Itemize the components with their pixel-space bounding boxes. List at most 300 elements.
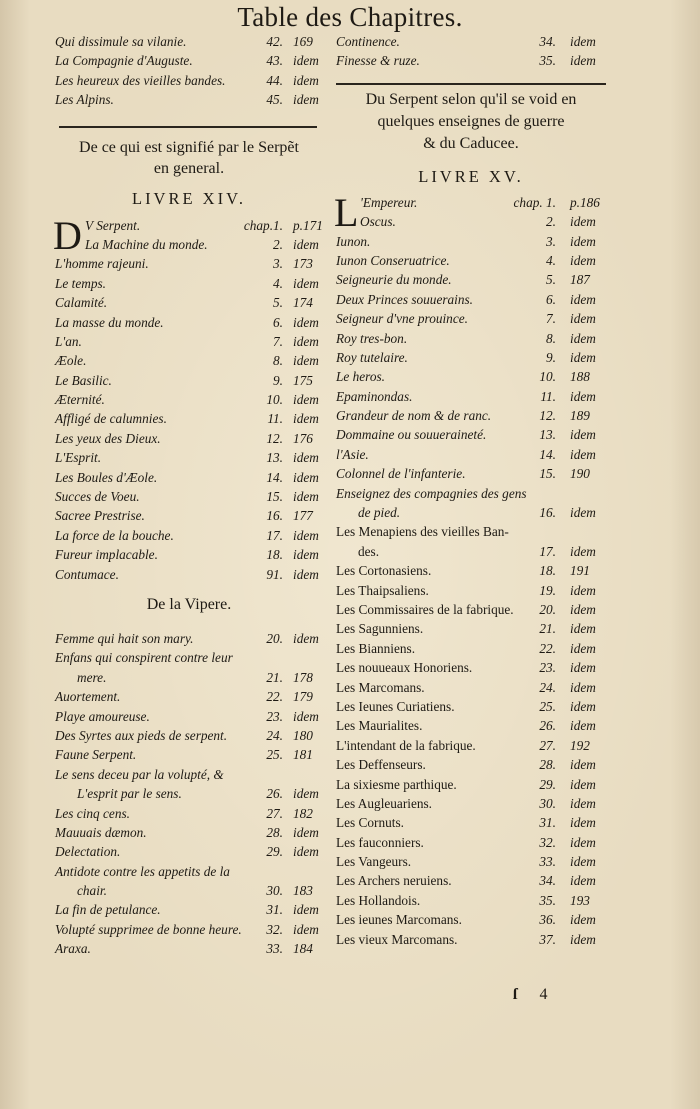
chapter-number: 7. [546, 311, 556, 327]
toc-entry [55, 668, 323, 687]
toc-entry [336, 891, 606, 910]
page-ref: idem [570, 718, 596, 734]
chapter-number: 13. [266, 450, 283, 466]
page-ref: 173 [293, 256, 313, 272]
entry-title: Les Vangeurs. [336, 854, 412, 870]
toc-entry [55, 823, 323, 842]
vipere-heading: De la Vipere. [146, 595, 232, 613]
chapter-number: 28. [266, 824, 283, 840]
chapter-number: 10. [539, 369, 556, 385]
page-ref: idem [293, 708, 319, 724]
section-heading-line3: & du Caducee. [423, 134, 519, 152]
entry-title: Oscus. [360, 214, 396, 230]
page-ref: idem [293, 844, 319, 860]
entry-title: Epaminondas. [336, 388, 413, 404]
toc-entry [336, 329, 606, 348]
chapter-number: 11. [540, 388, 556, 404]
entry-title: chair. [77, 883, 107, 899]
entry-title: Æole. [55, 353, 87, 369]
toc-entry [55, 448, 323, 467]
chapter-number: 28. [539, 757, 556, 773]
page-ref: idem [570, 698, 596, 714]
page-ref: idem [293, 824, 319, 840]
chapter-number: 6. [273, 314, 283, 330]
page-ref: idem [293, 469, 319, 485]
chapter-number: 8. [273, 353, 283, 369]
chapter-number: 16. [266, 508, 283, 524]
toc-entry [55, 351, 323, 370]
toc-entry [336, 678, 606, 697]
page-ref: idem [570, 601, 596, 617]
chapter-number: 6. [546, 291, 556, 307]
entry-title: Les heureux des vieilles bandes. [55, 72, 226, 88]
chapter-number: 42. [266, 34, 283, 49]
chapter-number: 45. [266, 92, 283, 108]
toc-entry [336, 871, 606, 890]
chapter-number: 34. [539, 873, 556, 889]
toc-entry [55, 293, 323, 312]
page-ref: idem [570, 427, 596, 443]
page-ref: 179 [293, 689, 313, 705]
page-ref: idem [570, 834, 596, 850]
chapter-number: 29. [539, 776, 556, 792]
chapter-number: 12. [266, 430, 283, 446]
chapter-number: 24. [539, 679, 556, 695]
toc-entry [336, 697, 606, 716]
toc-entry [55, 765, 323, 784]
toc-entry [336, 852, 606, 871]
entry-title: L'Esprit. [55, 450, 102, 466]
toc-entry [336, 736, 606, 755]
page-ref: idem [570, 233, 596, 249]
toc-entry [336, 716, 606, 735]
entry-title: Auortement. [55, 689, 121, 705]
entry-title: Succes de Voeu. [55, 489, 140, 505]
chapter-number: 22. [539, 640, 556, 656]
toc-entry [55, 71, 323, 90]
left-entries [53, 212, 323, 584]
page-ref: idem [293, 489, 319, 505]
entry-title: des. [358, 543, 380, 559]
page-ref: 188 [570, 369, 590, 385]
page-ref: idem [293, 566, 319, 582]
chapter-number: 27. [539, 737, 556, 753]
toc-entry [336, 309, 606, 328]
entry-title: 'Empereur. [360, 194, 418, 210]
toc-entry [55, 545, 323, 564]
entry-title: Araxa. [55, 941, 91, 957]
entry-title: Fureur implacable. [55, 547, 158, 563]
toc-entry [55, 939, 323, 958]
page-ref: 184 [293, 941, 313, 957]
entry-title: Æternité. [55, 392, 105, 408]
section-heading: Du Serpent selon qu'il se void en [365, 90, 577, 108]
entry-title: Seigneurie du monde. [336, 272, 452, 288]
page-ref: idem [293, 921, 319, 937]
page-ref: 181 [293, 747, 313, 763]
toc-entry [336, 445, 606, 464]
page-ref: idem [570, 582, 596, 598]
page-ref: idem [293, 786, 319, 802]
toc-entry [55, 862, 323, 881]
page-ref: idem [293, 314, 319, 330]
chapter-number: 19. [539, 582, 556, 598]
toc-entry [336, 833, 606, 852]
entry-title: Mauuais dæmon. [55, 824, 147, 840]
entry-title: Dommaine ou souueraineté. [336, 427, 487, 443]
toc-entry [55, 313, 323, 332]
entry-title: Les Archers neruiens. [336, 873, 452, 889]
toc-entry [336, 522, 606, 541]
chapter-number: 14. [266, 469, 283, 485]
toc-entry [336, 212, 606, 231]
toc-entry [336, 561, 606, 580]
toc-entry [55, 274, 323, 293]
chapter-number: 21. [539, 621, 556, 637]
page-ref: 174 [293, 295, 313, 311]
toc-entry [55, 629, 323, 648]
page-ref: idem [293, 411, 319, 427]
entry-title: Les fauconniers. [336, 834, 424, 850]
toc-entry [55, 254, 323, 273]
page-ref: idem [293, 333, 319, 349]
entry-title: Seigneur d'vne prouince. [336, 311, 468, 327]
chapter-number: 37. [539, 931, 556, 947]
page-ref: idem [293, 547, 319, 563]
page-ref: p.186 [570, 194, 600, 210]
page-ref: idem [293, 236, 319, 252]
entry-title: Les ieunes Marcomans. [336, 912, 462, 928]
chapter-number: 8. [546, 330, 556, 346]
toc-entry [336, 813, 606, 832]
chapter-number: 9. [546, 349, 556, 365]
toc-entry [336, 503, 606, 522]
signature-mark: ſ [513, 986, 518, 1003]
chapter-number: 5. [273, 295, 283, 311]
livre-heading: LIVRE XV. [418, 166, 524, 186]
chapter-number: 22. [266, 689, 283, 705]
chapter-number: 33. [539, 854, 556, 870]
chapter-number: chap. 1. [513, 194, 556, 210]
entry-title: Roy tutelaire. [336, 349, 408, 365]
toc-entry [55, 487, 323, 506]
chapter-number: 43. [266, 53, 283, 69]
page-ref: 192 [570, 737, 590, 753]
page-ref: idem [293, 72, 319, 88]
chapter-number: 3. [546, 233, 556, 249]
entry-title: Faune Serpent. [55, 747, 137, 763]
page-ref: 187 [570, 272, 590, 288]
chapter-number: 11. [267, 411, 283, 427]
toc-entry [55, 390, 323, 409]
page-ref: idem [570, 388, 596, 404]
entry-title: Enfans qui conspirent contre leur [55, 650, 233, 666]
toc-entry [336, 51, 606, 70]
chapter-number: 33. [266, 941, 283, 957]
toc-entry [55, 235, 323, 254]
toc-entry [55, 468, 323, 487]
chapter-number: 20. [266, 630, 283, 646]
page-ref: idem [293, 527, 319, 543]
chapter-number: 4. [546, 252, 556, 268]
entry-title: Le sens deceu par la volupté, & [55, 766, 224, 782]
toc-entry [336, 639, 606, 658]
entry-title: Affligé de calumnies. [55, 411, 167, 427]
entry-title: Enseignez des compagnies des gens [336, 485, 527, 501]
chapter-number: 3. [273, 256, 283, 272]
page-ref: idem [570, 931, 596, 947]
entry-title: L'intendant de la fabrique. [336, 737, 476, 753]
entry-title: Les Augleuariens. [336, 795, 433, 811]
entry-title: Antidote contre les appetits de la [55, 863, 230, 879]
entry-title: Roy tres-bon. [336, 330, 408, 346]
chapter-number: 30. [266, 883, 283, 899]
page-ref: idem [570, 311, 596, 327]
toc-entry [55, 881, 323, 900]
toc-entry [336, 348, 606, 367]
entry-title: Le temps. [55, 275, 106, 291]
chapter-number: 7. [273, 333, 283, 349]
page-ref: idem [570, 252, 596, 268]
toc-entry [55, 409, 323, 428]
page-ref: 191 [570, 563, 590, 579]
entry-title: Les Menapiens des vieilles Ban- [336, 524, 509, 540]
entry-title: Les Cortonasiens. [336, 563, 432, 579]
chapter-number: chap.1. [243, 217, 283, 233]
page-ref: 169 [293, 34, 313, 49]
toc-entry [55, 842, 323, 861]
toc-entry [336, 290, 606, 309]
chapter-number: 29. [266, 844, 283, 860]
chapter-number: 25. [266, 747, 283, 763]
chapter-number: 10. [266, 392, 283, 408]
toc-entry [336, 387, 606, 406]
page-ref: idem [570, 660, 596, 676]
page-ref: idem [293, 53, 319, 69]
entry-title: Les Cornuts. [336, 815, 404, 831]
page-ref: 182 [293, 805, 313, 821]
entry-title: La Machine du monde. [85, 236, 208, 252]
entry-title: Iunon Conseruatrice. [336, 252, 450, 268]
chapter-number: 17. [539, 543, 556, 559]
chapter-number: 32. [266, 921, 283, 937]
page-ref: idem [570, 854, 596, 870]
entry-title: de pied. [358, 505, 401, 521]
entry-title: Continence. [336, 34, 400, 49]
entry-title: Les Sagunniens. [336, 621, 424, 637]
chapter-number: 30. [539, 795, 556, 811]
toc-entry [336, 193, 606, 212]
entry-title: La force de la bouche. [55, 527, 174, 543]
page-ref: 176 [293, 430, 313, 446]
chapter-number: 15. [539, 466, 556, 482]
entry-title: Grandeur de nom & de ranc. [336, 408, 492, 424]
right-column [336, 32, 606, 949]
chapter-number: 14. [539, 446, 556, 462]
chapter-number: 27. [266, 805, 283, 821]
toc-entry [55, 429, 323, 448]
page-ref: idem [570, 873, 596, 889]
chapter-number: 2. [273, 236, 283, 252]
page-ref: idem [570, 776, 596, 792]
chapter-number: 12. [539, 408, 556, 424]
toc-entry [55, 784, 323, 803]
toc-entry [55, 51, 323, 70]
page-ref: idem [293, 92, 319, 108]
chapter-number: 44. [266, 72, 283, 88]
toc-entry [55, 90, 323, 109]
toc-entry [55, 726, 323, 745]
chapter-number: 13. [539, 427, 556, 443]
page-ref: idem [293, 902, 319, 918]
entry-title: Les cinq cens. [55, 805, 130, 821]
entry-title: Les Bianniens. [336, 640, 416, 656]
toc-entry [336, 600, 606, 619]
page-ref: p.171 [293, 217, 323, 233]
page-ref: idem [570, 640, 596, 656]
toc-entry [336, 484, 606, 503]
page-ref: idem [570, 912, 596, 928]
chapter-number: 26. [266, 786, 283, 802]
page-ref: idem [570, 815, 596, 831]
entry-title: mere. [77, 669, 107, 685]
chapter-number: 18. [539, 563, 556, 579]
page-ref: 175 [293, 372, 313, 388]
section-heading-line2: quelques enseignes de guerre [377, 112, 565, 130]
entry-title: Le Basilic. [55, 372, 112, 388]
chapter-number: 18. [266, 547, 283, 563]
page-ref: 180 [293, 727, 313, 743]
vipere-entries [55, 629, 323, 959]
page-ref: idem [293, 392, 319, 408]
toc-entry [55, 687, 323, 706]
entry-title: Les Boules d'Æole. [55, 469, 158, 485]
chapter-number: 17. [266, 527, 283, 543]
toc-entry [336, 658, 606, 677]
page-ref: 183 [293, 883, 313, 899]
entry-title: Les Thaipsaliens. [336, 582, 429, 598]
page-ref: idem [293, 450, 319, 466]
entry-title: Les Marcomans. [336, 679, 425, 695]
entry-title: Deux Princes souuerains. [336, 291, 474, 307]
entry-title: Les Ieunes Curiatiens. [336, 698, 455, 714]
entry-title: Les Alpins. [55, 92, 114, 108]
chapter-number: 31. [266, 902, 283, 918]
toc-entry [336, 406, 606, 425]
entry-title: L'an. [55, 333, 82, 349]
toc-entry [336, 581, 606, 600]
toc-entry [336, 425, 606, 444]
chapter-number: 32. [539, 834, 556, 850]
entry-title: Colonnel de l'infanterie. [336, 466, 466, 482]
page-title: Table des Chapitres. [237, 2, 463, 32]
toc-entry [336, 775, 606, 794]
drop-cap: L [334, 189, 359, 235]
entry-title: Playe amoureuse. [55, 708, 150, 724]
page-ref: idem [570, 446, 596, 462]
page-ref: idem [570, 795, 596, 811]
toc-entry [55, 526, 323, 545]
page-ref: idem [570, 34, 596, 49]
chapter-number: 26. [539, 718, 556, 734]
entry-title: l'Asie. [336, 446, 369, 462]
entry-title: La fin de petulance. [55, 902, 161, 918]
toc-entry [336, 755, 606, 774]
page-ref: idem [570, 349, 596, 365]
toc-entry [55, 32, 323, 51]
toc-entry [55, 371, 323, 390]
chapter-number: 23. [539, 660, 556, 676]
chapter-number: 31. [539, 815, 556, 831]
drop-cap: D [53, 212, 82, 258]
entry-title: Volupté supprimee de bonne heure. [55, 921, 242, 937]
toc-entry [55, 332, 323, 351]
section-heading: De ce qui est signifié par le Serpẽt [79, 138, 299, 156]
page-ref: idem [293, 630, 319, 646]
page-ref: idem [570, 621, 596, 637]
page-ref: idem [293, 353, 319, 369]
toc-entry [55, 648, 323, 667]
chapter-number: 35. [539, 53, 556, 69]
left-column [55, 32, 323, 959]
entry-title: La sixiesme parthique. [336, 776, 457, 792]
toc-entry [336, 542, 606, 561]
toc-entry [336, 367, 606, 386]
page-ref: 189 [570, 408, 590, 424]
entry-title: Finesse & ruze. [336, 53, 420, 69]
page-footer [513, 986, 547, 1004]
page-ref: idem [570, 505, 596, 521]
page-ref: idem [293, 275, 319, 291]
toc-entry [55, 804, 323, 823]
chapter-number: 20. [539, 601, 556, 617]
chapter-number: 15. [266, 489, 283, 505]
page-ref: 178 [293, 669, 313, 685]
right-entries [334, 189, 606, 949]
page-ref: idem [570, 679, 596, 695]
toc-entry [336, 794, 606, 813]
entry-title: Les Maurialites. [336, 718, 423, 734]
page-number: 4 [539, 986, 548, 1003]
toc-entry [55, 745, 323, 764]
toc-entry [336, 464, 606, 483]
entry-title: Des Syrtes aux pieds de serpent. [55, 727, 228, 743]
page-ref: idem [570, 53, 596, 69]
chapter-number: 35. [539, 892, 556, 908]
entry-title: Contumace. [55, 566, 119, 582]
entry-title: Les Deffenseurs. [336, 757, 426, 773]
entry-title: Les Commissaires de la fabrique. [336, 601, 514, 617]
entry-title: Les nouueaux Honoriens. [336, 660, 473, 676]
page-ref: idem [570, 543, 596, 559]
entry-title: Calamité. [55, 295, 108, 311]
chapter-number: 16. [539, 505, 556, 521]
page-ref: idem [570, 330, 596, 346]
toc-entry [336, 270, 606, 289]
page-ref: idem [570, 214, 596, 230]
chapter-number: 5. [546, 272, 556, 288]
entry-title: L'esprit par le sens. [77, 786, 182, 802]
toc-entry [336, 32, 606, 51]
left-top-entries [55, 32, 323, 110]
entry-title: L'homme rajeuni. [55, 256, 149, 272]
entry-title: La masse du monde. [55, 314, 164, 330]
toc-entry [55, 920, 323, 939]
toc-entry [336, 232, 606, 251]
chapter-number: 21. [266, 669, 283, 685]
chapter-number: 24. [266, 727, 283, 743]
entry-title: Qui dissimule sa vilanie. [55, 34, 187, 49]
